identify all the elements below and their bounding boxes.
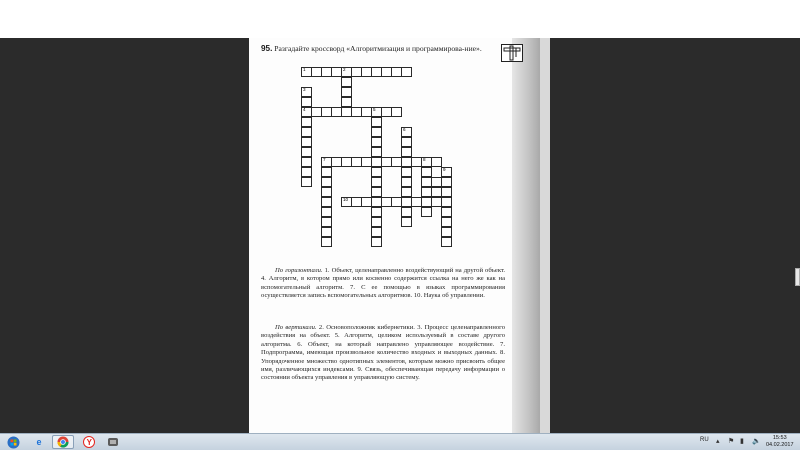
crossword-cell [441, 197, 452, 207]
task-title [261, 44, 501, 53]
clock-date: 04.02.2017 [766, 442, 794, 448]
crossword-cell [441, 177, 452, 187]
crossword-cell [391, 157, 402, 167]
crossword-cell [331, 107, 342, 117]
language-indicator[interactable]: RU [700, 437, 709, 443]
crossword-clue-number: 5 [373, 107, 376, 112]
crossword-cell [371, 227, 382, 237]
page-gutter [512, 38, 540, 433]
across-heading: По горизонтали. [275, 267, 323, 274]
crossword-cell [301, 97, 312, 107]
top-area [0, 0, 800, 38]
crossword-cell [371, 137, 382, 147]
crossword-clue-number: 10 [343, 197, 349, 202]
crossword-cell [441, 227, 452, 237]
down-clues [261, 324, 505, 383]
crossword-cell [321, 207, 332, 217]
chrome-icon[interactable] [52, 435, 74, 449]
game-icon[interactable] [102, 435, 124, 449]
clock-time: 15:53 [772, 435, 787, 441]
crossword-cell [341, 77, 352, 87]
volume-icon[interactable]: 🔈 [752, 438, 761, 445]
taskbar [0, 433, 800, 450]
crossword-cell [361, 157, 372, 167]
across-clues [261, 267, 505, 301]
page-edge [540, 38, 550, 433]
crossword-clue-number: 6 [403, 127, 406, 132]
ie-icon[interactable]: e [36, 437, 42, 447]
crossword-cell [401, 127, 412, 137]
crossword-clue-number: 4 [303, 107, 306, 112]
crossword-cell [401, 137, 412, 147]
crossword-cell [301, 117, 312, 127]
crossword-cell [371, 167, 382, 177]
crossword-clue-number: 1 [303, 67, 306, 72]
scrollbar-thumb[interactable] [795, 268, 800, 286]
crossword-cell [441, 167, 452, 177]
crossword-cell [421, 207, 432, 217]
crossword-cell [401, 207, 412, 217]
crossword-cell [371, 147, 382, 157]
crossword-cell [371, 117, 382, 127]
crossword-cell [371, 177, 382, 187]
crossword-clue-number: 9 [443, 167, 446, 172]
crossword-cell [401, 217, 412, 227]
crossword-cell [301, 157, 312, 167]
crossword-cell [301, 147, 312, 157]
crossword-cell [301, 127, 312, 137]
across-text: 1. Объект, целенаправленно воздействующий на другой объект. 4. Алгоритм, в котором прямо или косвенно содержится ссылка на него же как на вспомогательный алгоритм. 7. С ее помощью в языках программирования осуществляется запись вспомогательных алгоритмов. 10. Наука об управлении. [261, 267, 505, 300]
crossword-cell [431, 177, 442, 187]
yandex-icon[interactable] [78, 435, 100, 449]
crossword-cell [301, 137, 312, 147]
crossword-cell [301, 87, 312, 97]
task-number: 95. [261, 44, 273, 53]
crossword-cell [371, 207, 382, 217]
crossword-clue-number: 8 [423, 157, 426, 162]
flag-icon[interactable]: ⚑ [728, 438, 735, 445]
crossword-cell [411, 197, 422, 207]
crossword-cell [361, 197, 372, 207]
crossword-cell [441, 237, 452, 247]
crossword-cell [301, 167, 312, 177]
grid-icon [501, 44, 523, 62]
crossword-cell [301, 177, 312, 187]
windows-start-icon[interactable] [2, 435, 24, 449]
crossword-cell [401, 177, 412, 187]
crossword-cell [421, 167, 432, 177]
crossword-cell [321, 227, 332, 237]
crossword-cell [321, 217, 332, 227]
crossword-cell [441, 207, 452, 217]
crossword-cell [371, 187, 382, 197]
crossword-clue-number: 2 [343, 67, 346, 72]
crossword-cell [431, 157, 442, 167]
crossword-cell [401, 67, 412, 77]
crossword-cell [401, 147, 412, 157]
crossword-clue-number: 7 [323, 157, 326, 162]
crossword-cell [371, 217, 382, 227]
crossword-cell [341, 97, 352, 107]
svg-text:Y: Y [86, 438, 92, 447]
crossword-cell [371, 237, 382, 247]
crossword-cell [321, 237, 332, 247]
crossword-cell [341, 87, 352, 97]
task-title-text: Разгадайте кроссворд «Алгоритмизация и программирова-ние». [274, 44, 482, 53]
crossword-cell [431, 187, 442, 197]
crossword-cell [321, 177, 332, 187]
crossword-cell [401, 167, 412, 177]
crossword-cell [391, 107, 402, 117]
tray-arrow-icon[interactable]: ▴ [716, 438, 720, 445]
crossword-clue-number: 3 [303, 87, 306, 92]
crossword-cell [321, 167, 332, 177]
crossword-cell [321, 187, 332, 197]
crossword-cell [371, 127, 382, 137]
crossword-cell [441, 217, 452, 227]
clock[interactable] [766, 435, 794, 449]
crossword-cell [431, 197, 442, 207]
document-page [249, 38, 512, 433]
crossword-cell [391, 197, 402, 207]
crossword-cell [321, 197, 332, 207]
down-text: 2. Основоположник кибернетики. 3. Процесс целенаправленного воздействия на объект. 5. Алгоритм, целиком используемый в составе другого алгоритма. 6. Объект, на который направлено управляющее воздействие. 7. Подпрограмма, имеющая произвольное количество входных и выходных данных. 8. Упорядоченное множество однотипных элементов, которым можно присвоить общее имя, различающихся индексами. 9. Связь, обеспечивающая передачу информации о состоянии объекта управления в управляющую систему. [261, 324, 505, 382]
down-heading: По вертикали. [275, 324, 317, 331]
crossword-cell [441, 187, 452, 197]
network-icon[interactable]: ▮ [740, 438, 744, 445]
crossword-cell [401, 187, 412, 197]
